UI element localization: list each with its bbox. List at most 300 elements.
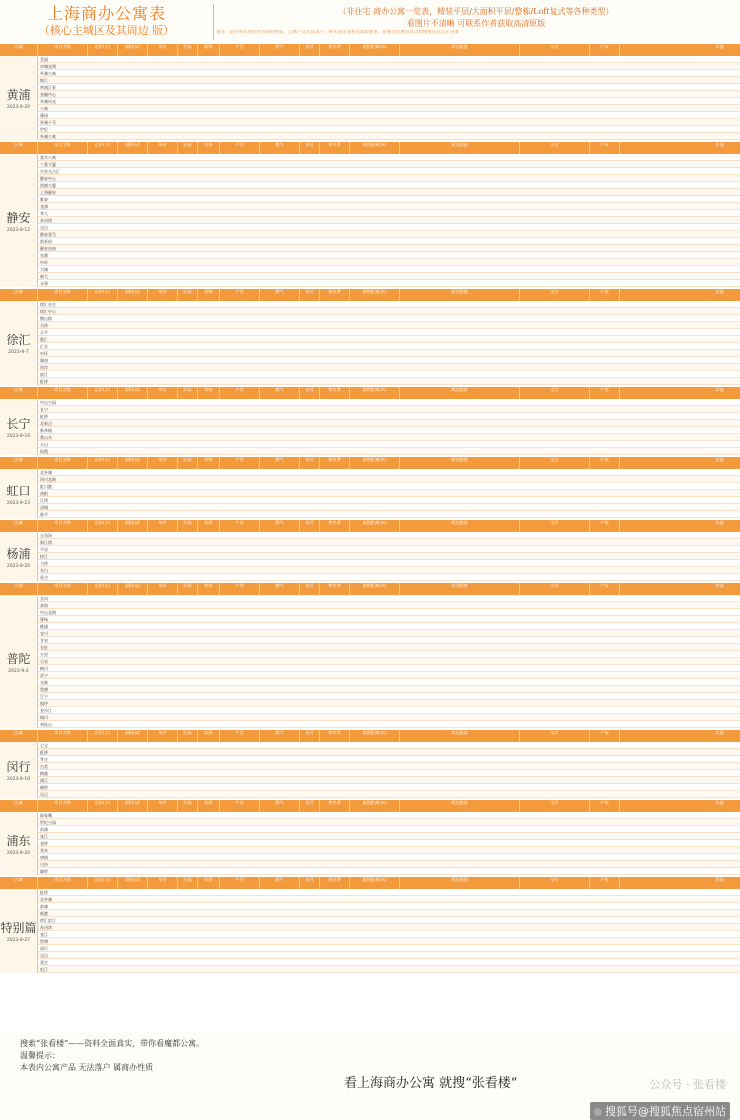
district-label (0, 595, 38, 728)
district-date: 2023-9-20 (6, 850, 31, 856)
table-row[interactable] (38, 497, 740, 504)
district-name: 虹口 (6, 483, 31, 498)
column-header: 地铁距离(米) (350, 520, 400, 532)
district-label (0, 812, 38, 875)
table-row[interactable] (38, 861, 740, 868)
column-header: 产权 (590, 800, 620, 812)
table-row[interactable] (38, 840, 740, 847)
column-header: 户型 (220, 583, 260, 595)
table-row[interactable] (38, 252, 740, 259)
column-header: 项目名称 (38, 44, 88, 56)
district-label (0, 742, 38, 798)
table-row[interactable] (38, 308, 740, 315)
small-note: 备注：表内所有项目均为商办性质，公寓产品无法落户，购买请注意相关政策要求；价格及优惠信息以售楼处实际公示为准 (216, 30, 459, 35)
table-row[interactable] (38, 896, 740, 903)
column-header: 物业费 (320, 877, 350, 889)
column-header: 交付 (520, 44, 590, 56)
table-row[interactable] (38, 917, 740, 924)
project-name: 五角场 (40, 533, 52, 538)
project-name: 兴业太古汇 (40, 169, 60, 174)
table-row[interactable] (38, 560, 740, 567)
table-row[interactable] (38, 616, 740, 623)
project-name: 苏河湾 (40, 925, 52, 930)
table-row[interactable] (38, 357, 740, 364)
table-row[interactable] (38, 784, 740, 791)
column-header: 交付 (520, 730, 590, 742)
table-row[interactable] (38, 448, 740, 455)
column-header: 装修 (198, 730, 220, 742)
table-row[interactable] (38, 245, 740, 252)
project-name: 外滩公寓 (40, 71, 56, 76)
table-row[interactable] (38, 910, 740, 917)
table-row[interactable] (38, 595, 740, 602)
search-tip: 搜索“张看楼”——资料全面真实，带你看魔都公寓。 (20, 1039, 205, 1048)
column-header: 面积(㎡) (118, 800, 148, 812)
project-name: 豫园 (40, 113, 48, 118)
table-header-row (0, 44, 740, 56)
project-name: 吴泾 (40, 792, 48, 797)
project-name: 申城光明 (40, 64, 56, 69)
table-row[interactable] (38, 903, 740, 910)
column-header: 装修 (198, 289, 220, 301)
table-row[interactable] (38, 112, 740, 119)
district-date: 2023-9-2 (8, 668, 29, 674)
project-name: 万里 (40, 652, 48, 657)
column-header: 交付 (520, 520, 590, 532)
column-header: 周边配套 (400, 520, 520, 532)
table-row[interactable] (38, 924, 740, 931)
table-row[interactable] (38, 441, 740, 448)
table-row[interactable] (38, 105, 740, 112)
project-name: 曲阳 (40, 491, 48, 496)
project-name: 娄山关 (40, 435, 52, 440)
column-header: 区域 (0, 583, 38, 595)
column-header: 地铁距离(米) (350, 877, 400, 889)
table-row[interactable] (38, 749, 740, 756)
column-header: 产权 (590, 44, 620, 56)
table-row[interactable] (38, 168, 740, 175)
column-header: 燃气 (260, 800, 300, 812)
table-row[interactable] (38, 98, 740, 105)
table-row[interactable] (38, 476, 740, 483)
table-row[interactable] (38, 763, 740, 770)
table-row[interactable] (38, 791, 740, 798)
project-name: 永和 (40, 281, 48, 286)
table-header-row (0, 583, 740, 595)
table-row[interactable] (38, 504, 740, 511)
table-row[interactable] (38, 420, 740, 427)
table-row[interactable] (38, 224, 740, 231)
project-name: 天桥 (40, 323, 48, 328)
project-name: 延吉 (40, 575, 48, 580)
project-name: 古美 (40, 764, 48, 769)
table-row[interactable] (38, 854, 740, 861)
column-header: 户型 (220, 457, 260, 469)
table-row[interactable] (38, 399, 740, 406)
project-name: 长风 (40, 596, 48, 601)
project-name: 前滩 (40, 827, 48, 832)
table-row[interactable] (38, 273, 740, 280)
table-row[interactable] (38, 770, 740, 777)
district-date: 2023-9-12 (6, 227, 31, 233)
column-header: 周边配套 (400, 457, 520, 469)
project-name: 仙霞 (40, 449, 48, 454)
table-row[interactable] (38, 378, 740, 385)
project-name: 北新泾 (40, 421, 52, 426)
table-row[interactable] (38, 490, 740, 497)
table-row[interactable] (38, 217, 740, 224)
table-row[interactable] (38, 707, 740, 714)
column-header: 户型 (220, 520, 260, 532)
project-name: 汇京 (40, 344, 48, 349)
column-header: 项目名称 (38, 142, 88, 154)
project-name: 虹口港 (40, 484, 52, 489)
column-header: 区域 (0, 730, 38, 742)
project-name: 虹桥 (40, 750, 48, 755)
column-header: 区域 (0, 800, 38, 812)
table-row[interactable] (38, 210, 740, 217)
reminder-title: 温馨提示： (20, 1051, 60, 1060)
project-name: 北外滩 (40, 897, 52, 902)
district-label (0, 154, 38, 287)
column-header: 户型 (220, 800, 260, 812)
table-row[interactable] (38, 189, 740, 196)
table-row[interactable] (38, 196, 740, 203)
column-header: 周边配套 (400, 289, 520, 301)
column-header: 地铁距离(米) (350, 730, 400, 742)
column-header: 燃气 (260, 877, 300, 889)
district-block (0, 877, 740, 973)
table-row[interactable] (38, 574, 740, 581)
project-name: 甘泉 (40, 638, 48, 643)
column-header: 区域 (0, 520, 38, 532)
column-header: 周边配套 (400, 730, 520, 742)
district-name: 长宁 (6, 417, 31, 431)
project-name: 铜川 (40, 715, 48, 720)
table-row[interactable] (38, 91, 740, 98)
table-row[interactable] (38, 630, 740, 637)
column-header: 层高 (178, 387, 198, 399)
column-header: 层高 (178, 457, 198, 469)
district-block (0, 457, 740, 518)
column-header: 其他 (620, 387, 740, 399)
district-date: 2023-9-23 (6, 500, 31, 506)
column-header: 其他 (620, 457, 740, 469)
sohu-icon (594, 1108, 602, 1116)
project-name: 中山公园 (40, 400, 56, 405)
table-row[interactable] (38, 175, 740, 182)
district-name: 浦东 (6, 833, 31, 848)
project-name: 世纪 (40, 127, 48, 132)
column-header: 地铁距离(米) (350, 583, 400, 595)
table-row[interactable] (38, 777, 740, 784)
district-block (0, 289, 740, 385)
project-name: 外滩十号 (40, 120, 56, 125)
column-header: 交付 (520, 387, 590, 399)
table-row[interactable] (38, 847, 740, 854)
project-name: 静安首府 (40, 246, 56, 251)
table-row[interactable] (38, 315, 740, 322)
project-name: 世纪公园 (40, 820, 56, 825)
table-row[interactable] (38, 77, 740, 84)
table-row[interactable] (38, 266, 740, 273)
column-header: 产权 (590, 142, 620, 154)
project-name: 宝山 (40, 225, 48, 230)
column-header: 交付 (520, 289, 590, 301)
project-name: 维泰 (40, 197, 48, 202)
district-name: 闵行 (6, 760, 31, 774)
column-header: 总价(万) (88, 730, 118, 742)
column-header: 产权 (590, 387, 620, 399)
column-header: 层高 (178, 142, 198, 154)
project-name: 中环 (40, 351, 48, 356)
table-row[interactable] (38, 952, 740, 959)
table-row[interactable] (38, 833, 740, 840)
table-row[interactable] (38, 679, 740, 686)
column-header: 面积(㎡) (118, 44, 148, 56)
district-name: 特别篇 (0, 921, 37, 935)
table-row[interactable] (38, 231, 740, 238)
project-name: 闵行 (40, 946, 48, 951)
table-row[interactable] (38, 742, 740, 749)
column-header: 项目名称 (38, 800, 88, 812)
title-box (0, 4, 214, 40)
table-row[interactable] (38, 84, 740, 91)
table-row[interactable] (38, 182, 740, 189)
table-row[interactable] (38, 154, 740, 161)
page-title: 上海商办公寓表 (46, 4, 166, 23)
district-label (0, 889, 38, 973)
column-header: 层高 (178, 583, 198, 595)
district-block (0, 520, 740, 581)
table-row[interactable] (38, 546, 740, 553)
table-row[interactable] (38, 868, 740, 875)
table-row[interactable] (38, 966, 740, 973)
column-header: 面积(㎡) (118, 142, 148, 154)
column-header: 区域 (0, 289, 38, 301)
column-header: 装修 (198, 142, 220, 154)
column-header: 单价 (148, 520, 178, 532)
table-row[interactable] (38, 350, 740, 357)
notice-line-2: 看图片不清晰 可联系作者获取高清原版 (406, 19, 546, 28)
project-name: 江宁 (40, 694, 48, 699)
table-row[interactable] (38, 532, 740, 539)
column-header: 总价(万) (88, 520, 118, 532)
table-row[interactable] (38, 427, 740, 434)
table-row[interactable] (38, 609, 740, 616)
column-header: 层高 (178, 877, 198, 889)
table-row[interactable] (38, 637, 740, 644)
project-name: 颛桥 (40, 785, 48, 790)
project-name: 松江 (40, 967, 48, 972)
column-header: 首付 (300, 44, 320, 56)
table-row[interactable] (38, 511, 740, 518)
table-row[interactable] (38, 280, 740, 287)
project-name: 花木 (40, 848, 48, 853)
column-header: 周边配套 (400, 583, 520, 595)
column-header: 地铁距离(米) (350, 44, 400, 56)
column-header: 物业费 (320, 289, 350, 301)
column-header: 总价(万) (88, 289, 118, 301)
sohu-badge (590, 1102, 730, 1120)
column-header: 周边配套 (400, 142, 520, 154)
table-row[interactable] (38, 371, 740, 378)
table-row[interactable] (38, 819, 740, 826)
column-header: 首付 (300, 520, 320, 532)
column-header: 总价(万) (88, 44, 118, 56)
table-row[interactable] (38, 686, 740, 693)
watermark: 公众号 · 张看楼 (649, 1078, 726, 1091)
table-row[interactable] (38, 119, 740, 126)
project-name: 前滩 (40, 904, 48, 909)
project-name: 长征 (40, 645, 48, 650)
column-header: 周边配套 (400, 44, 520, 56)
column-header: 装修 (198, 44, 220, 56)
table-row[interactable] (38, 259, 740, 266)
table-row[interactable] (38, 756, 740, 763)
table-row[interactable] (38, 931, 740, 938)
table-row[interactable] (38, 959, 740, 966)
table-row[interactable] (38, 161, 740, 168)
table-header-row (0, 289, 740, 301)
column-header: 单价 (148, 583, 178, 595)
project-name: 凯景府 (40, 239, 52, 244)
table-row[interactable] (38, 329, 740, 336)
table-row[interactable] (38, 434, 740, 441)
table-row[interactable] (38, 336, 740, 343)
table-row[interactable] (38, 469, 740, 476)
table-row[interactable] (38, 721, 740, 728)
project-name: 中山北路 (40, 610, 56, 615)
table-row[interactable] (38, 644, 740, 651)
table-row[interactable] (38, 658, 740, 665)
table-row[interactable] (38, 889, 740, 896)
header (0, 0, 740, 40)
table-row[interactable] (38, 539, 740, 546)
column-header: 物业费 (320, 730, 350, 742)
table-row[interactable] (38, 203, 740, 210)
district-block (0, 730, 740, 798)
column-header: 项目名称 (38, 877, 88, 889)
column-header: 交付 (520, 583, 590, 595)
column-header: 单价 (148, 877, 178, 889)
district-block (0, 583, 740, 728)
project-name: 徐汇东方 (40, 302, 56, 307)
table-row[interactable] (38, 364, 740, 371)
footer (0, 1032, 740, 1118)
table-row[interactable] (38, 945, 740, 952)
table-row[interactable] (38, 301, 740, 308)
column-header: 交付 (520, 877, 590, 889)
project-name: 华大 (40, 211, 48, 216)
table-row[interactable] (38, 812, 740, 819)
column-header: 地铁距离(米) (350, 289, 400, 301)
column-header: 区域 (0, 142, 38, 154)
column-header: 项目名称 (38, 289, 88, 301)
column-header: 周边配套 (400, 800, 520, 812)
project-name: 浦江 (40, 778, 48, 783)
table-row[interactable] (38, 665, 740, 672)
table-row[interactable] (38, 651, 740, 658)
column-header: 项目名称 (38, 583, 88, 595)
column-header: 地铁距离(米) (350, 800, 400, 812)
table-row[interactable] (38, 63, 740, 70)
column-header: 户型 (220, 877, 260, 889)
table-row[interactable] (38, 406, 740, 413)
table-row[interactable] (38, 693, 740, 700)
table-row[interactable] (38, 623, 740, 630)
project-name: 梅川 (40, 666, 48, 671)
table-row[interactable] (38, 483, 740, 490)
table-row[interactable] (38, 343, 740, 350)
column-header: 燃气 (260, 583, 300, 595)
table-row[interactable] (38, 133, 740, 140)
district-label (0, 469, 38, 518)
column-header: 单价 (148, 387, 178, 399)
table-row[interactable] (38, 567, 740, 574)
table-row[interactable] (38, 672, 740, 679)
table-header-row (0, 877, 740, 889)
project-name: 常德 (40, 687, 48, 692)
column-header: 项目名称 (38, 730, 88, 742)
column-header: 地铁距离(米) (350, 387, 400, 399)
column-header: 物业费 (320, 520, 350, 532)
project-name: 西岸 (40, 365, 48, 370)
column-header: 产权 (590, 457, 620, 469)
table-row[interactable] (38, 700, 740, 707)
column-header: 物业费 (320, 44, 350, 56)
district-name: 杨浦 (6, 546, 31, 561)
column-header: 首付 (300, 142, 320, 154)
table-row[interactable] (38, 126, 740, 133)
column-header: 其他 (620, 877, 740, 889)
table-row[interactable] (38, 56, 740, 63)
project-name: 莘庄 (40, 757, 48, 762)
table-row[interactable] (38, 938, 740, 945)
project-name: 长白 (40, 568, 48, 573)
project-name: 外滩风光 (40, 99, 56, 104)
column-header: 其他 (620, 142, 740, 154)
table-row[interactable] (38, 70, 740, 77)
project-name: 嘉实公寓 (40, 155, 56, 160)
table-row[interactable] (38, 714, 740, 721)
district-name: 黄浦 (6, 88, 31, 102)
project-name: 新华路 (40, 428, 52, 433)
project-name: 天平 (40, 330, 48, 335)
project-name: 苏河湾 (40, 218, 52, 223)
project-name: 天山 (40, 442, 48, 447)
column-header: 物业费 (320, 583, 350, 595)
table-row[interactable] (38, 238, 740, 245)
table-row[interactable] (38, 826, 740, 833)
column-header: 单价 (148, 800, 178, 812)
project-name: 锦江 (40, 78, 48, 83)
column-header: 总价(万) (88, 142, 118, 154)
table-row[interactable] (38, 553, 740, 560)
table-row[interactable] (38, 413, 740, 420)
district-date: 2023-9-7 (8, 350, 29, 355)
table-header-row (0, 387, 740, 399)
column-header: 其他 (620, 289, 740, 301)
table-row[interactable] (38, 322, 740, 329)
column-header: 首付 (300, 877, 320, 889)
table-row[interactable] (38, 602, 740, 609)
project-name: 宝山 (40, 953, 48, 958)
column-header: 单价 (148, 44, 178, 56)
project-name: 御桥 (40, 869, 48, 874)
column-header: 物业费 (320, 800, 350, 812)
column-header: 其他 (620, 583, 740, 595)
